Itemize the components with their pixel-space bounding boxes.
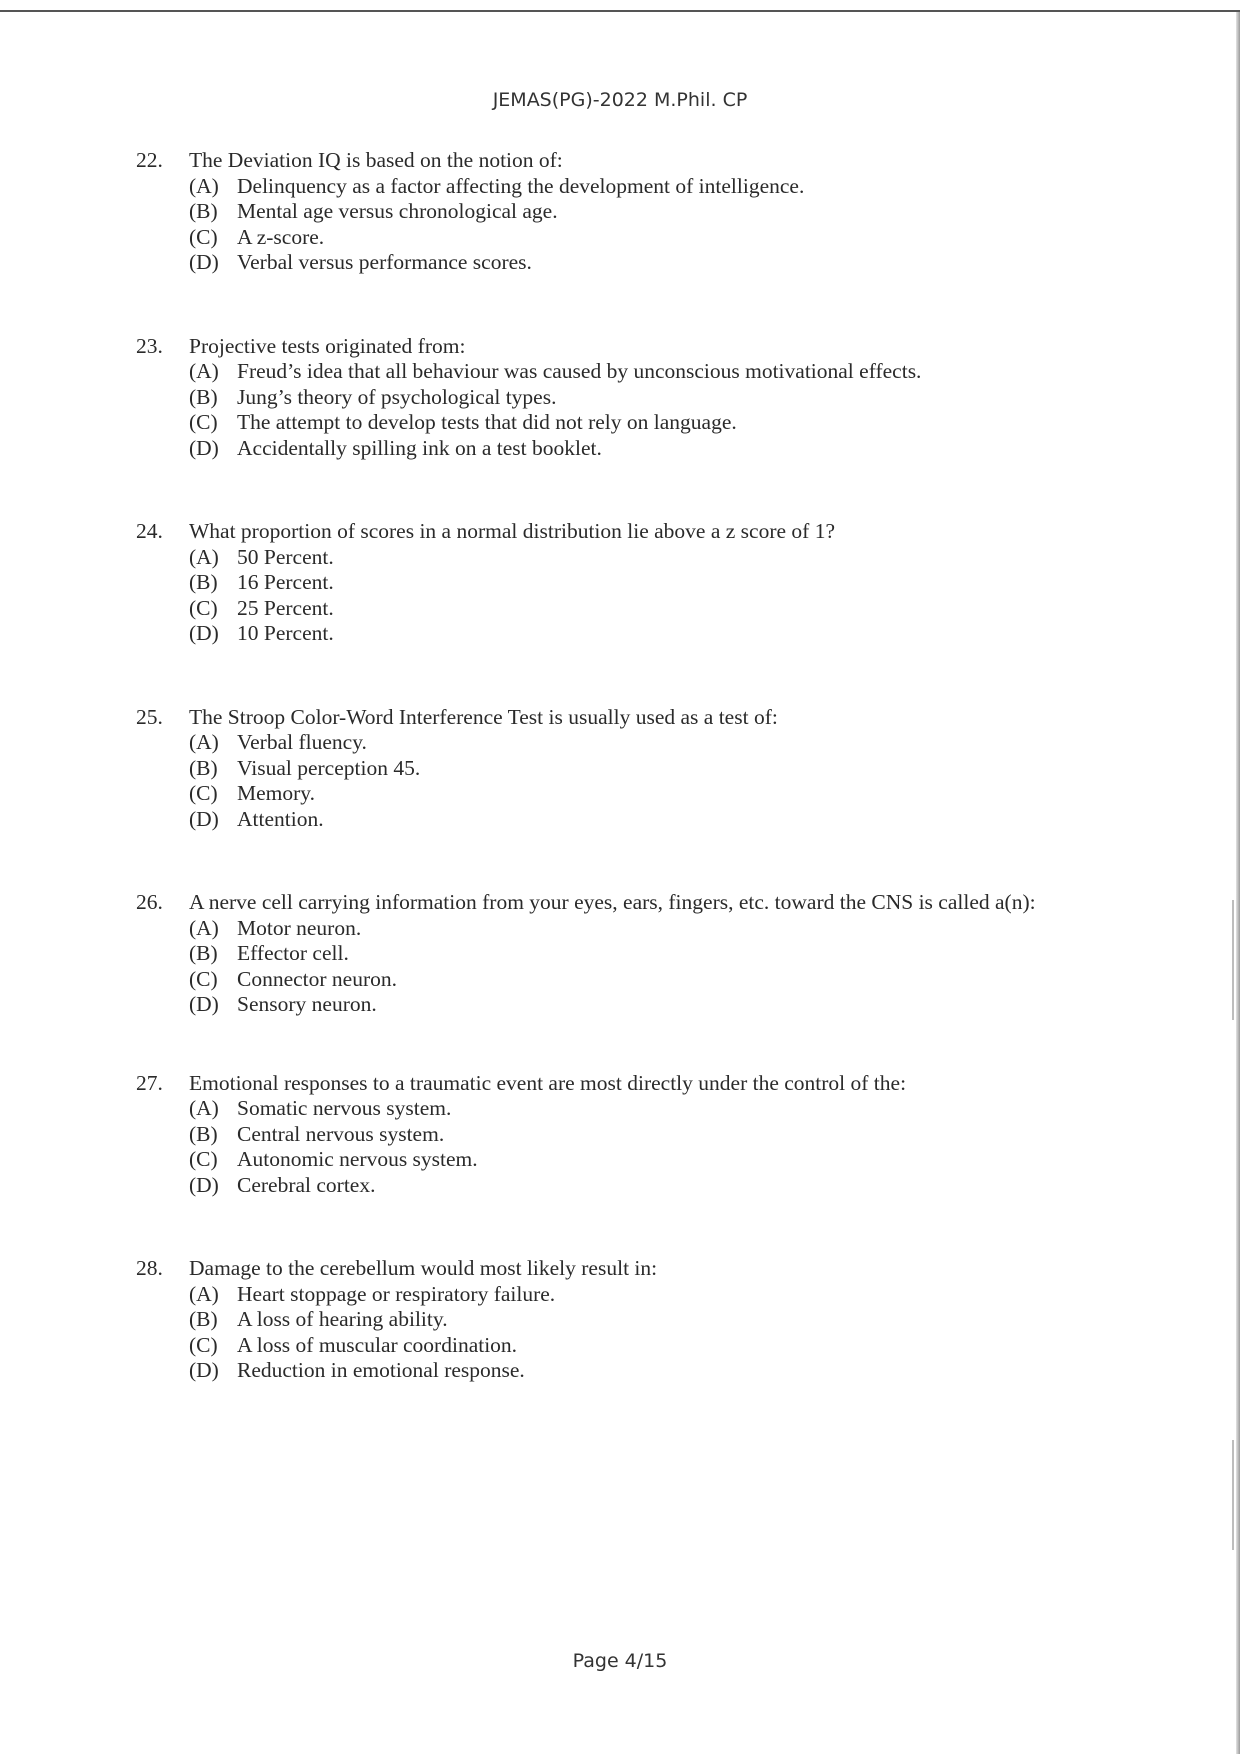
option-letter: (D) — [189, 621, 219, 645]
option-letter: (A) — [189, 915, 219, 940]
option-text: 50 Percent. — [237, 544, 334, 569]
option-letter: (D) — [189, 1172, 219, 1197]
option-letter: (A) — [189, 359, 219, 383]
option-letter: (A) — [189, 173, 219, 198]
option-d — [189, 621, 1076, 647]
option-letter: (C) — [189, 224, 218, 249]
option-text: Verbal fluency. — [237, 730, 367, 754]
option-letter: (C) — [189, 1332, 218, 1357]
question-28 — [136, 1256, 1076, 1384]
option-c — [189, 1333, 1076, 1359]
question-25 — [136, 705, 1076, 833]
question-stem — [136, 1071, 1076, 1097]
option-d — [189, 436, 1076, 462]
option-b — [189, 199, 1076, 225]
scan-edge-mark-lower — [1232, 1440, 1234, 1550]
option-letter: (D) — [189, 992, 219, 1016]
option-letter: (B) — [189, 1307, 218, 1331]
option-c — [189, 225, 1076, 251]
option-b — [189, 1122, 1076, 1148]
question-23 — [136, 334, 1076, 462]
option-d — [189, 1173, 1076, 1199]
option-text: 25 Percent. — [237, 595, 334, 620]
option-b — [189, 570, 1076, 596]
option-letter: (A) — [189, 1096, 219, 1120]
option-text: Connector neuron. — [237, 966, 398, 991]
question-text: The Deviation IQ is based on the notion of: — [189, 148, 563, 172]
option-b — [189, 1307, 1076, 1333]
option-letter: (B) — [189, 755, 218, 780]
option-d — [189, 807, 1076, 833]
option-text: Freud’s idea that all behaviour was caused by unconscious motivational effects. — [237, 359, 922, 383]
question-number: 23. — [136, 333, 163, 358]
option-d — [189, 250, 1076, 276]
option-c — [189, 410, 1076, 436]
option-letter: (C) — [189, 410, 218, 434]
question-text: Emotional responses to a traumatic event are most directly under the control of the: — [189, 1070, 907, 1095]
question-stem — [136, 148, 1076, 174]
option-a — [189, 545, 1076, 571]
question-text: Damage to the cerebellum would most likely result in: — [189, 1256, 658, 1280]
option-letter: (B) — [189, 941, 218, 965]
option-text: Cerebral cortex. — [237, 1172, 376, 1197]
option-text: Mental age versus chronological age. — [237, 199, 558, 223]
option-c — [189, 781, 1076, 807]
option-b — [189, 385, 1076, 411]
option-b — [189, 756, 1076, 782]
option-text: Attention. — [237, 806, 324, 831]
option-c — [189, 967, 1076, 993]
option-letter: (C) — [189, 595, 218, 620]
question-number: 25. — [136, 704, 163, 729]
question-list — [136, 148, 1076, 1442]
option-a — [189, 359, 1076, 385]
question-text: Projective tests originated from: — [189, 333, 466, 358]
option-c — [189, 1147, 1076, 1173]
question-text: A nerve cell carrying information from your eyes, ears, fingers, etc. toward the CNS is called a(n): — [189, 890, 1036, 914]
question-stem — [136, 890, 1076, 916]
question-stem — [136, 334, 1076, 360]
option-a — [189, 1282, 1076, 1308]
option-text: 16 Percent. — [237, 570, 334, 594]
question-number: 28. — [136, 1256, 163, 1280]
question-text: The Stroop Color-Word Interference Test is usually used as a test of: — [189, 704, 778, 729]
option-text: Reduction in emotional response. — [237, 1358, 525, 1382]
option-letter: (C) — [189, 781, 218, 805]
question-26 — [136, 890, 1076, 1018]
option-letter: (D) — [189, 806, 219, 831]
option-letter: (B) — [189, 384, 218, 409]
scan-edge-shadow — [1236, 12, 1240, 1754]
question-stem — [136, 519, 1076, 545]
option-list — [136, 730, 1076, 832]
question-27 — [136, 1071, 1076, 1199]
option-letter: (B) — [189, 570, 218, 594]
option-text: Somatic nervous system. — [237, 1096, 452, 1120]
option-d — [189, 1358, 1076, 1384]
question-24 — [136, 519, 1076, 647]
option-letter: (A) — [189, 730, 219, 754]
option-text: A z-score. — [237, 224, 325, 249]
option-list — [136, 545, 1076, 647]
option-a — [189, 730, 1076, 756]
question-text: What proportion of scores in a normal distribution lie above a z score of 1? — [189, 519, 835, 543]
question-stem — [136, 705, 1076, 731]
option-text: Heart stoppage or respiratory failure. — [237, 1281, 556, 1306]
option-text: Central nervous system. — [237, 1121, 445, 1146]
option-text: Motor neuron. — [237, 915, 362, 940]
option-letter: (B) — [189, 199, 218, 223]
option-list — [136, 1096, 1076, 1198]
option-text: 10 Percent. — [237, 621, 334, 645]
option-d — [189, 992, 1076, 1018]
option-list — [136, 359, 1076, 461]
option-letter: (D) — [189, 435, 219, 460]
option-letter: (D) — [189, 250, 219, 274]
option-text: Autonomic nervous system. — [237, 1147, 478, 1171]
option-a — [189, 916, 1076, 942]
page-header: JEMAS(PG)-2022 M.Phil. CP — [492, 89, 748, 111]
option-text: A loss of muscular coordination. — [237, 1332, 518, 1357]
option-letter: (B) — [189, 1121, 218, 1146]
option-text: The attempt to develop tests that did not rely on language. — [237, 410, 737, 434]
option-letter: (A) — [189, 544, 219, 569]
question-number: 27. — [136, 1070, 163, 1095]
option-letter: (D) — [189, 1358, 219, 1382]
option-list — [136, 1282, 1076, 1384]
scan-edge-mark — [1232, 900, 1234, 1020]
option-list — [136, 916, 1076, 1018]
page-number: Page 4/15 — [572, 1650, 668, 1672]
option-a — [189, 174, 1076, 200]
question-number: 24. — [136, 519, 163, 543]
option-text: Memory. — [237, 781, 316, 805]
option-list — [136, 174, 1076, 276]
option-text: Jung’s theory of psychological types. — [237, 384, 557, 409]
option-letter: (A) — [189, 1281, 219, 1306]
top-border-line — [0, 10, 1240, 12]
question-22 — [136, 148, 1076, 276]
option-text: Delinquency as a factor affecting the development of intelligence. — [237, 173, 805, 198]
option-letter: (C) — [189, 1147, 218, 1171]
option-text: Accidentally spilling ink on a test booklet. — [237, 435, 602, 460]
option-letter: (C) — [189, 966, 218, 991]
question-stem — [136, 1256, 1076, 1282]
question-number: 22. — [136, 148, 163, 172]
option-text: Sensory neuron. — [237, 992, 377, 1016]
option-text: Verbal versus performance scores. — [237, 250, 532, 274]
option-text: A loss of hearing ability. — [237, 1307, 448, 1331]
question-number: 26. — [136, 890, 163, 914]
option-c — [189, 596, 1076, 622]
option-text: Effector cell. — [237, 941, 349, 965]
option-b — [189, 941, 1076, 967]
option-text: Visual perception 45. — [237, 755, 421, 780]
option-a — [189, 1096, 1076, 1122]
